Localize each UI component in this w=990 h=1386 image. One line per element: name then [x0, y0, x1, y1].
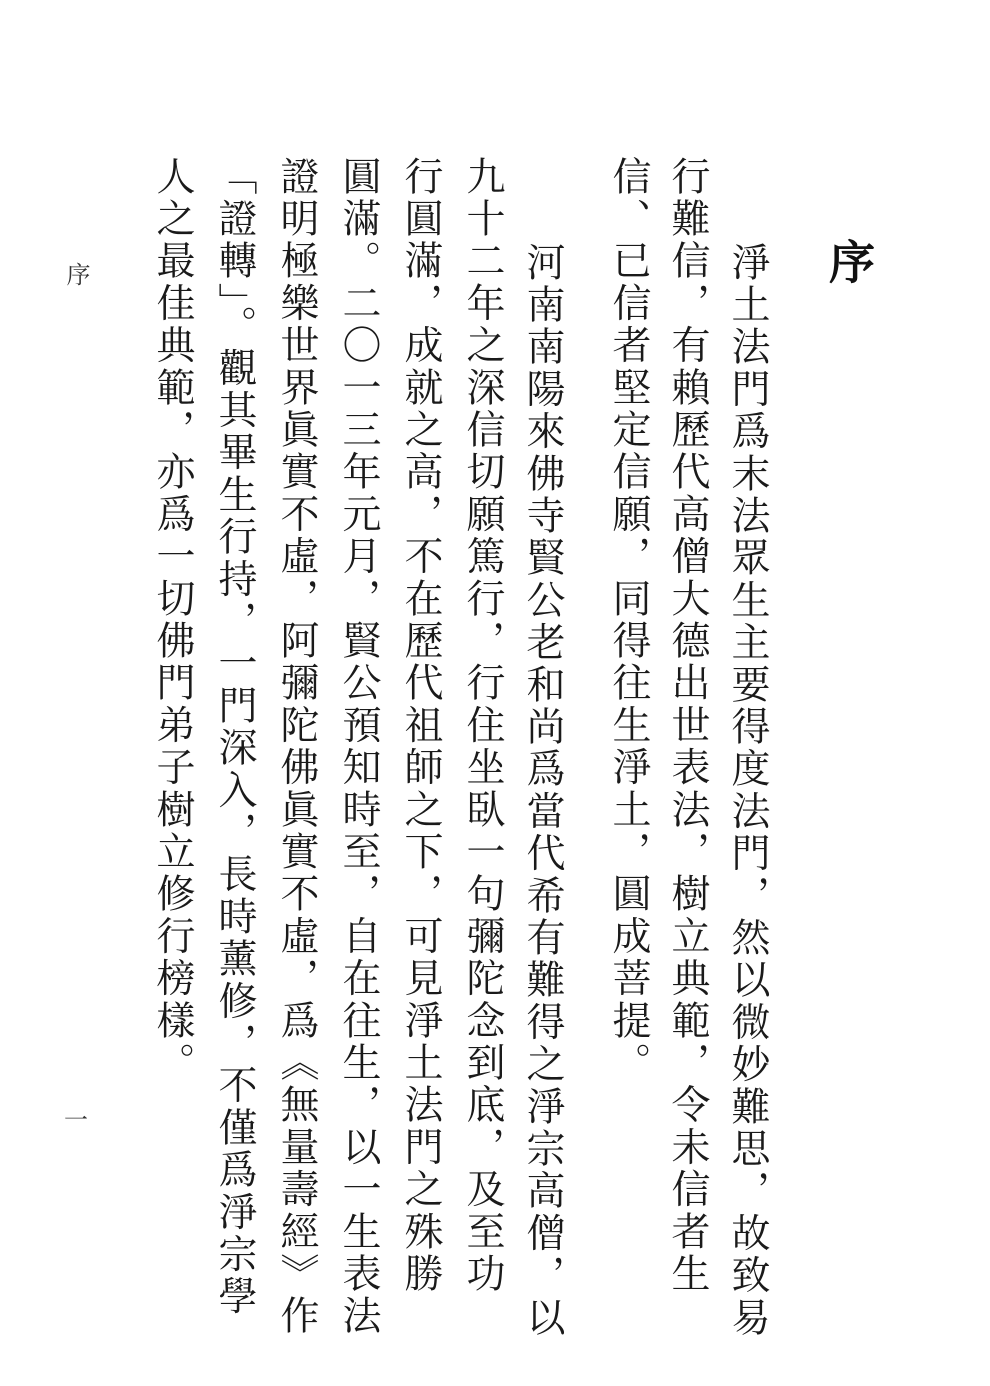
text-column-8: 證明極樂世界眞實不虛，阿彌陀佛眞實不虛，爲《無量壽經》作 — [274, 156, 319, 1338]
text-column-6: 行圓滿，成就之高，不在歷代祖師之下，可見淨土法門之殊勝 — [398, 156, 443, 1296]
text-column-4: 河南南陽來佛寺賢公老和尚爲當代希有難得之淨宗高僧，以 — [520, 242, 565, 1340]
text-column-3: 信、已信者堅定信願，同得往生淨土，圓成菩提。 — [606, 156, 651, 1085]
text-column-9: 「證轉」。觀其畢生行持，一門深入，長時薰修，不僅爲淨宗學 — [212, 156, 257, 1319]
text-column-7: 圓滿。二〇一三年元月，賢公預知時至，自在往生，以一生表法 — [336, 156, 381, 1338]
page-number: 一 — [64, 1106, 88, 1134]
text-column-2: 行難信，有賴歷代高僧大德出世表法，樹立典範，令未信者生 — [665, 156, 710, 1296]
text-column-5: 九十二年之深信切願篤行，行住坐臥一句彌陀念到底，及至功 — [460, 156, 505, 1296]
running-head: 序 — [62, 262, 90, 286]
text-column-10: 人之最佳典範，亦爲一切佛門弟子樹立修行榜樣。 — [150, 156, 195, 1085]
text-column-1: 淨土法門爲末法眾生主要得度法門，然以微妙難思，故致易 — [725, 242, 770, 1340]
page-title: 序 — [822, 238, 876, 284]
